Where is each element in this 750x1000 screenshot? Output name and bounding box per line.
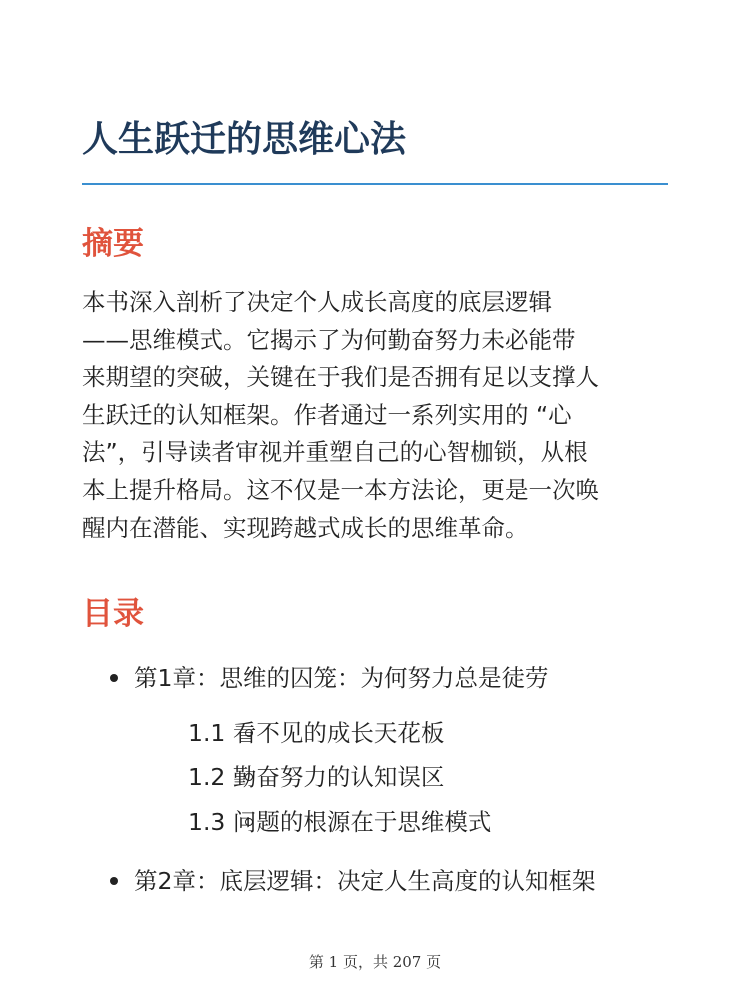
toc-chapter-1: 第1章：思维的囚笼：为何努力总是徒劳: [134, 664, 549, 692]
abstract-line: ——思维模式。它揭示了为何勤奋努力未必能带: [82, 325, 576, 354]
abstract-heading: 摘要: [82, 226, 144, 262]
toc-section-1-3: 1.3 问题的根源在于思维模式: [188, 808, 492, 836]
bullet-disc-icon: [110, 877, 118, 885]
page-number-footer: 第 1 页，共 207 页: [308, 953, 442, 971]
abstract-paragraph: [82, 284, 672, 547]
bullet-disc-icon: [110, 674, 118, 682]
toc-section-1-2: 1.2 勤奋努力的认知误区: [188, 763, 445, 791]
abstract-line: 醒内在潜能、实现跨越式成长的思维革命。: [82, 513, 529, 542]
abstract-line: 本书深入剖析了决定个人成长高度的底层逻辑: [82, 288, 552, 316]
toc-heading: 目录: [82, 596, 144, 632]
document-title: 人生跃迁的思维心法: [82, 119, 407, 160]
toc-chapter-2: 第2章：底层逻辑：决定人生高度的认知框架: [134, 867, 596, 895]
abstract-line: 法”，引导读者审视并重塑自己的心智枷锁，从根: [82, 438, 588, 467]
abstract-line: 本上提升格局。这不仅是一本方法论，更是一次唤: [82, 475, 599, 504]
title-divider: [82, 183, 668, 185]
toc-section-1-1: 1.1 看不见的成长天花板: [188, 719, 445, 747]
abstract-line: 来期望的突破，关键在于我们是否拥有足以支撑人: [82, 363, 599, 392]
abstract-line: 生跃迁的认知框架。作者通过一系列实用的 “心: [82, 400, 572, 429]
